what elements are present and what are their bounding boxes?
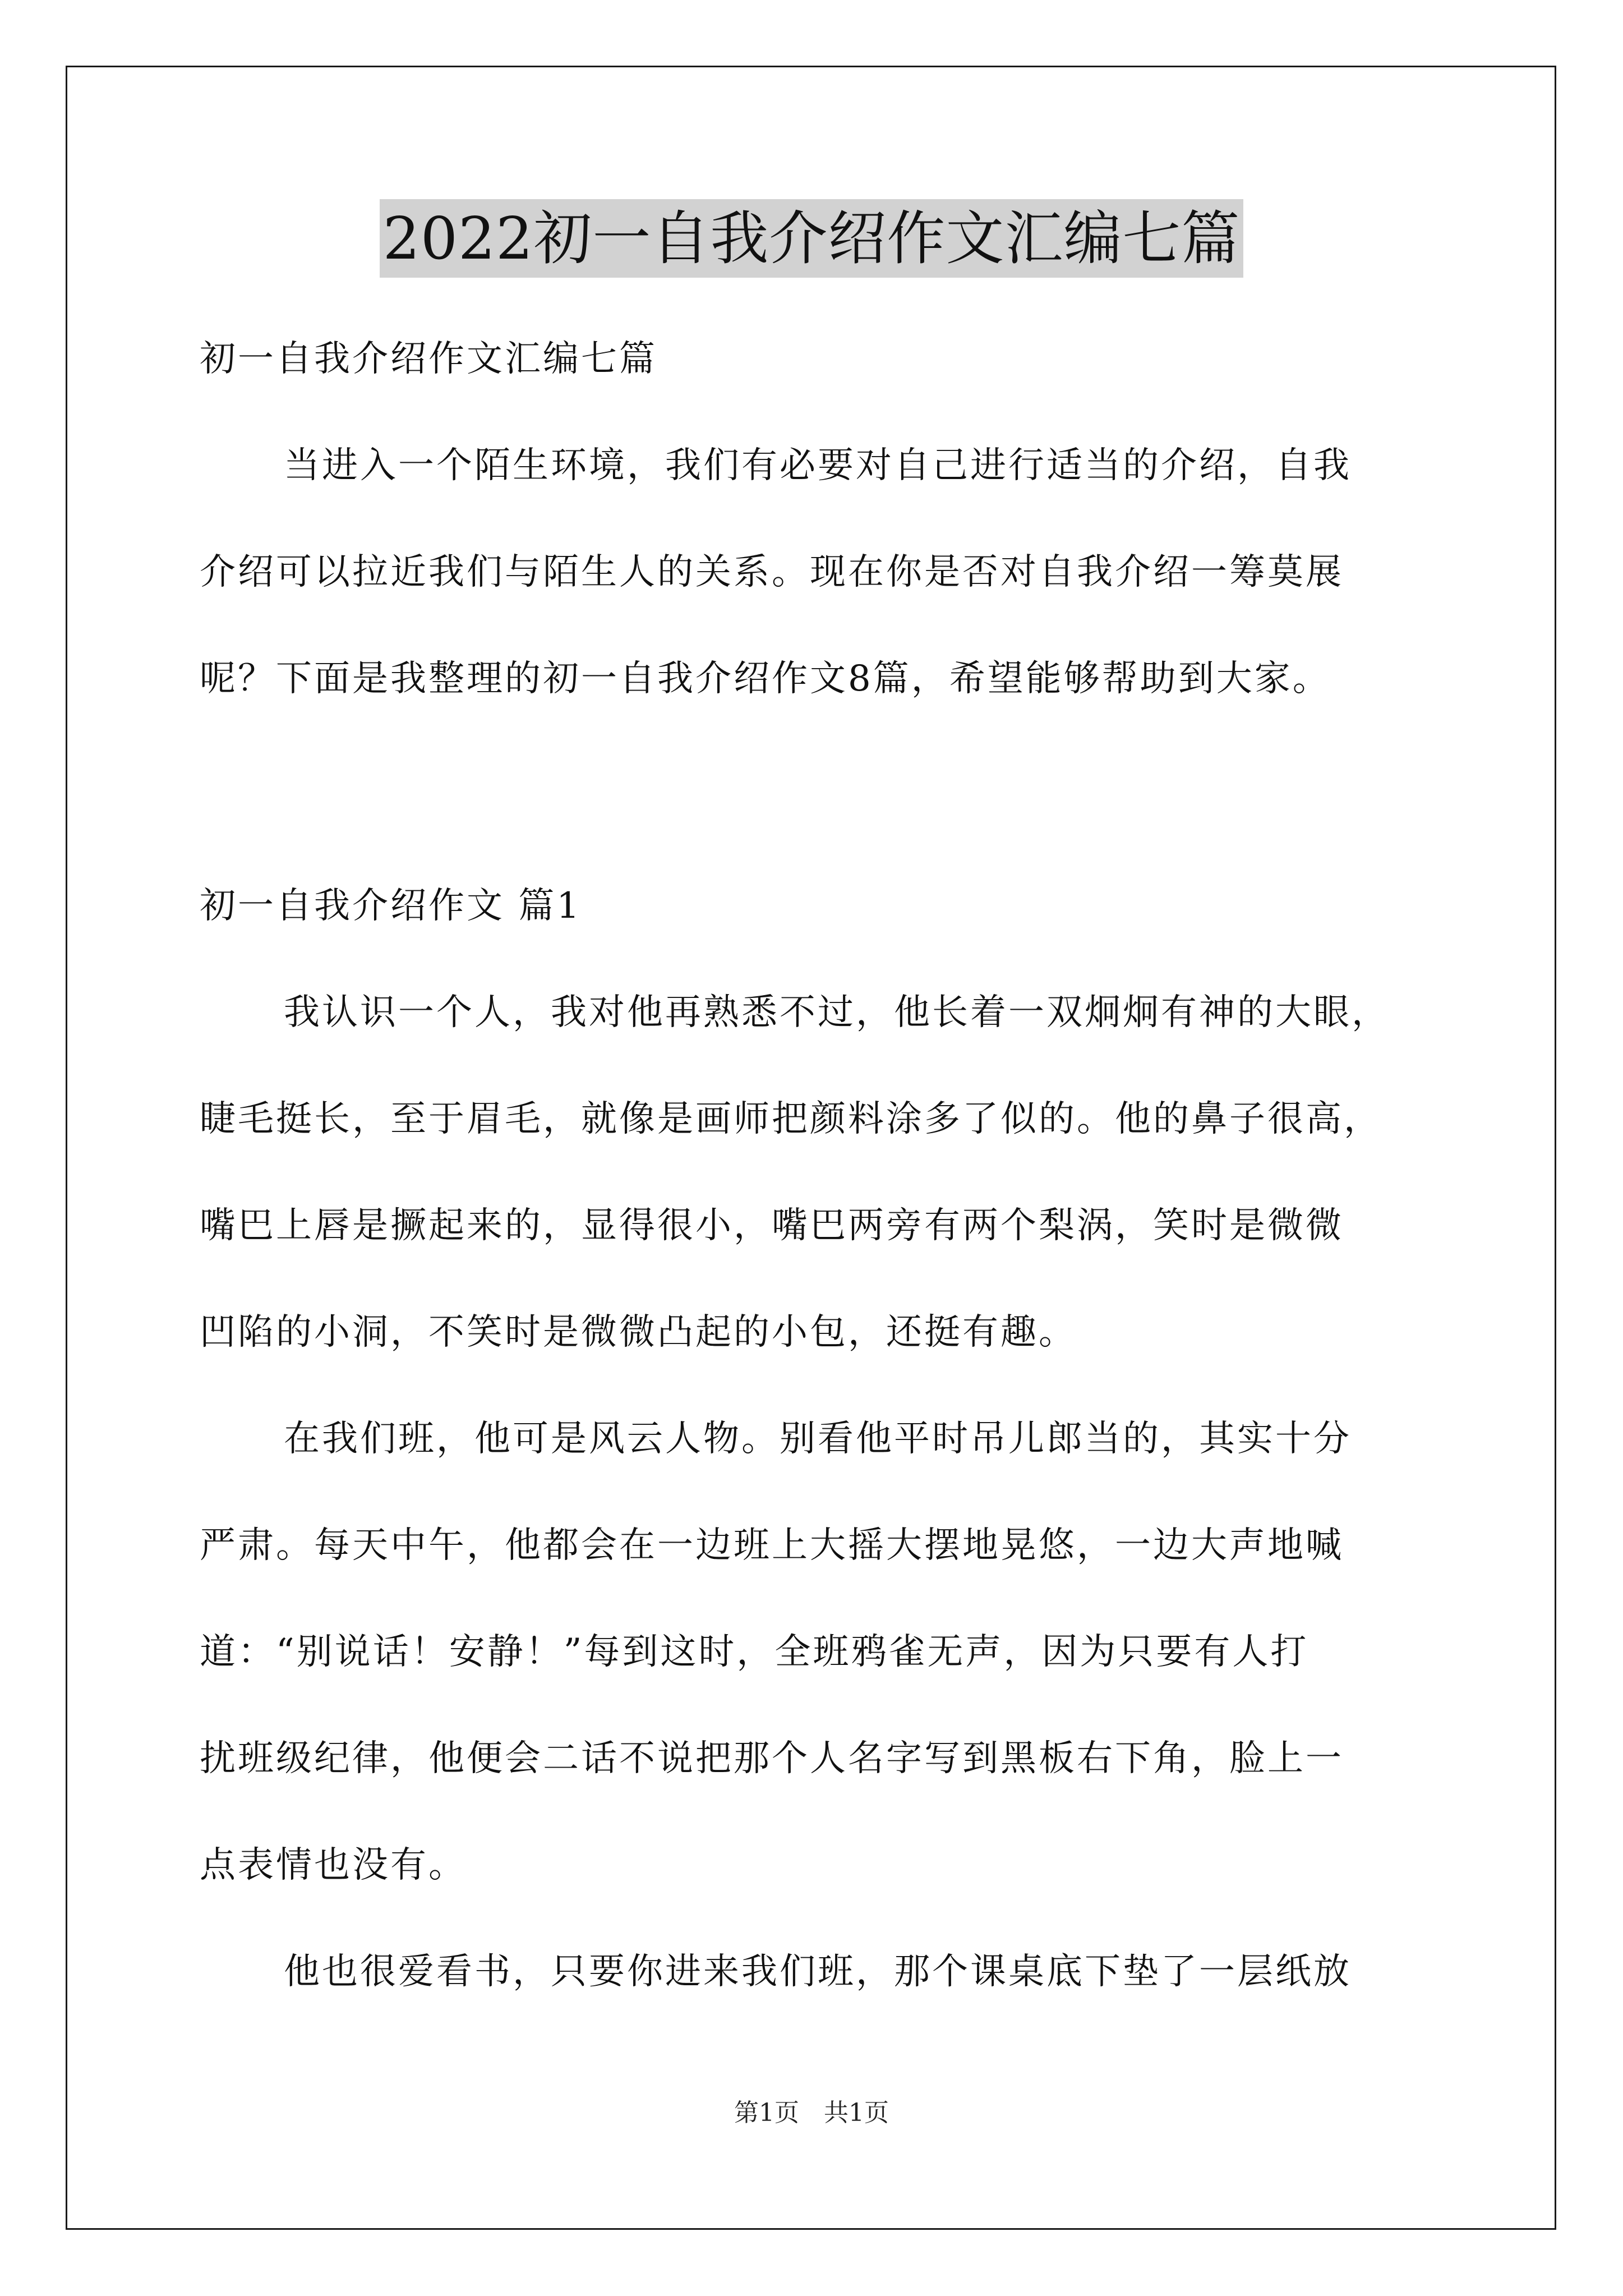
paragraph-line: 在我们班，他可是风云人物。别看他平时吊儿郎当的，其实十分 <box>284 1418 1352 1460</box>
paragraph-line: 严肃。每天中午，他都会在一边班上大摇大摆地晃悠，一边大声地喊 <box>200 1525 1344 1566</box>
title-container <box>0 199 1623 278</box>
paragraph-line: 道：“别说话！安静！”每到这时，全班鸦雀无声，因为只要有人打 <box>200 1631 1309 1673</box>
subtitle: 初一自我介绍作文汇编七篇 <box>200 338 657 380</box>
document-title: 2022初一自我介绍作文汇编七篇 <box>380 199 1244 278</box>
paragraph-line: 他也很爱看书，只要你进来我们班，那个课桌底下垫了一层纸放 <box>284 1951 1352 1993</box>
section-1 <box>200 853 1450 959</box>
intro-line: 介绍可以拉近我们与陌生人的关系。现在你是否对自我介绍一筹莫展 <box>200 551 1344 593</box>
paragraph-line: 嘴巴上唇是撅起来的，显得很小，嘴巴两旁有两个梨涡，笑时是微微 <box>200 1205 1344 1246</box>
paragraph-2 <box>200 1386 1450 1918</box>
paragraph-line: 扰班级纪律，他便会二话不说把那个人名字写到黑板右下角，脸上一 <box>200 1738 1344 1779</box>
paragraph-line: 凹陷的小洞，不笑时是微微凸起的小包，还挺有趣。 <box>200 1312 1077 1353</box>
intro-line: 当进入一个陌生环境，我们有必要对自己进行适当的介绍，自我 <box>284 445 1352 486</box>
page-number: 第1页 共1页 <box>734 2099 889 2127</box>
page-footer <box>0 2092 1623 2128</box>
paragraph-line: 我认识一个人，我对他再熟悉不过，他长着一双炯炯有神的大眼， <box>284 992 1390 1033</box>
paragraph-1 <box>200 959 1450 1386</box>
paragraph-line: 睫毛挺长，至于眉毛，就像是画师把颜料涂多了似的。他的鼻子很高， <box>200 1098 1382 1140</box>
intro-paragraph <box>200 412 1450 732</box>
section-heading: 初一自我介绍作文 篇1 <box>200 885 582 927</box>
paragraph-line: 点表情也没有。 <box>200 1844 467 1886</box>
paragraph-3 <box>200 1918 1450 2025</box>
intro-line: 呢？下面是我整理的初一自我介绍作文8篇，希望能够帮助到大家。 <box>200 658 1331 700</box>
